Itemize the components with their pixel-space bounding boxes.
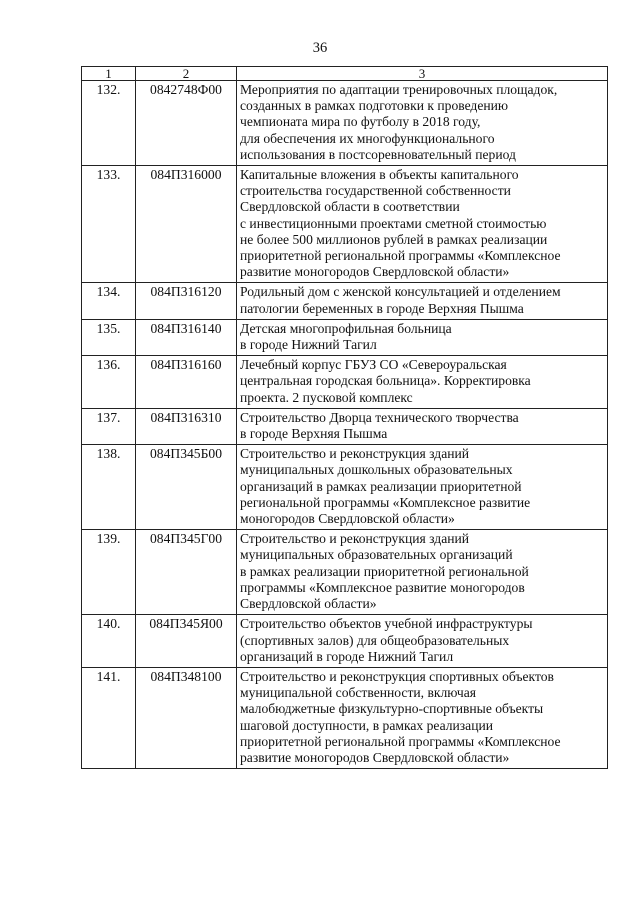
row-number: 134. (82, 283, 136, 319)
row-description: Родильный дом с женской консультацией и отделением патологии беременных в городе Верхняя Пышма (237, 283, 608, 319)
row-description: Строительство объектов учебной инфраструктуры (спортивных залов) для общеобразовательных организаций в городе Нижний Тагил (237, 615, 608, 668)
row-code: 0842748Ф00 (136, 81, 237, 166)
table-row (82, 356, 608, 409)
row-description: Строительство и реконструкция зданий муниципальных образовательных организаций в рамках реализации приоритетной региональной программы «Комплексное развитие моногородов Свердловской области» (237, 530, 608, 615)
row-code: 084П345Б00 (136, 445, 237, 530)
table-row (82, 615, 608, 668)
page-number: 36 (312, 40, 328, 56)
table-header-row (82, 67, 608, 81)
row-description: Строительство Дворца технического творчества в городе Верхняя Пышма (237, 408, 608, 444)
row-code: 084П316160 (136, 356, 237, 409)
table-row (82, 81, 608, 166)
row-description: Детская многопрофильная больница в городе Нижний Тагил (237, 319, 608, 355)
row-number: 133. (82, 166, 136, 283)
row-number: 138. (82, 445, 136, 530)
table-row (82, 283, 608, 319)
budget-codes-table (81, 66, 608, 769)
row-code: 084П316120 (136, 283, 237, 319)
row-code: 084П316310 (136, 408, 237, 444)
table-row (82, 530, 608, 615)
row-description: Строительство и реконструкция спортивных объектов муниципальной собственности, включая малобюджетные физкультурно-спортивные объекты шаговой доступности, в рамках реализации приоритетной региональной программы «Комплексное развитие моногородов Свердловской области» (237, 667, 608, 768)
row-code: 084П345Я00 (136, 615, 237, 668)
column-header-number: 1 (82, 67, 136, 81)
row-number: 137. (82, 408, 136, 444)
row-code: 084П316140 (136, 319, 237, 355)
row-description: Мероприятия по адаптации тренировочных площадок, созданных в рамках подготовки к проведению чемпионата мира по футболу в 2018 году, для обеспечения их многофункционального использования в постсоревновательный период (237, 81, 608, 166)
table-row (82, 408, 608, 444)
row-description: Капитальные вложения в объекты капитального строительства государственной собственности Свердловской области в соответствии с инвестиционными проектами сметной стоимостью не более 500 миллионов рублей в рамках реализации приоритетной региональной программы «Комплексное развитие моногородов Свердловской области» (237, 166, 608, 283)
row-number: 132. (82, 81, 136, 166)
row-number: 140. (82, 615, 136, 668)
table-row (82, 445, 608, 530)
table-row (82, 667, 608, 768)
row-code: 084П348100 (136, 667, 237, 768)
table-row (82, 166, 608, 283)
row-number: 139. (82, 530, 136, 615)
column-header-description: 3 (237, 67, 608, 81)
row-description: Строительство и реконструкция зданий муниципальных дошкольных образовательных организаций в рамках реализации приоритетной региональной программы «Комплексное развитие моногородов Свердловской области» (237, 445, 608, 530)
row-number: 141. (82, 667, 136, 768)
row-code: 084П345Г00 (136, 530, 237, 615)
row-code: 084П316000 (136, 166, 237, 283)
row-number: 135. (82, 319, 136, 355)
row-number: 136. (82, 356, 136, 409)
column-header-code: 2 (136, 67, 237, 81)
table-row (82, 319, 608, 355)
row-description: Лечебный корпус ГБУЗ СО «Североуральская центральная городская больница». Корректировка проекта. 2 пусковой комплекс (237, 356, 608, 409)
